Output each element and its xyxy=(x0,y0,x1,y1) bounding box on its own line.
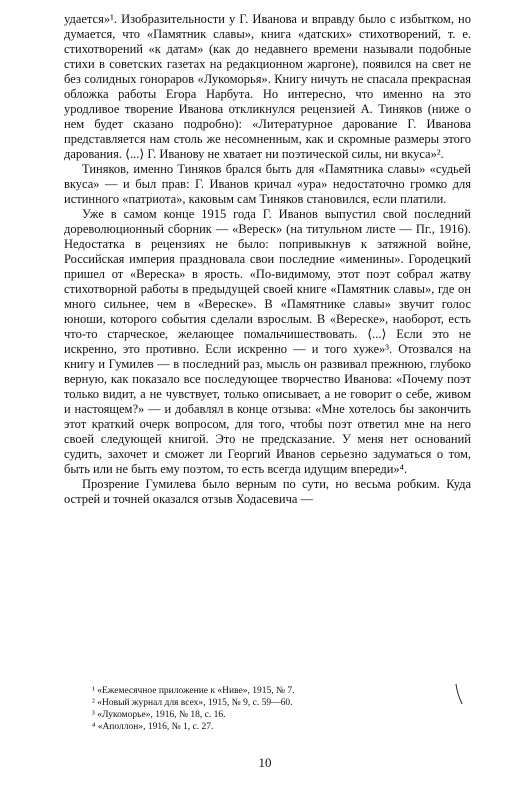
footnote-1 xyxy=(92,685,462,697)
paragraph-1: удается»¹. Изобразительности у Г. Иванова и вправду было с избытком, но думается, что «Памятник славы», книга «датских» стихотворений, т. е. стихотворений «к датам» (как до недавнего времени называли подобные стихи в советских газетах на редакционном жаргоне), появился на свет не без солидных гонораров «Лукоморья». Книгу ничуть не спасала прекрасная обложка работы Егора Нарбута. Но интересно, что именно на это уродливое творение Иванова откликнулся рецензией А. Тиняков (ниже о нем будет сказано подробно): «Литературное дарование Г. Иванова представляется нам столь же несомненным, как и скромные размеры этого дарования. ⟨...⟩ Г. Иванову не хватает ни поэтической силы, ни вкуса»². xyxy=(64,12,471,161)
footnote-text: «Ежемесячное приложение к «Ниве», 1915, № 7. xyxy=(97,686,295,696)
page-number: 10 xyxy=(258,755,272,770)
footnote-number: ⁴ xyxy=(92,722,96,732)
paragraph-4: Прозрение Гумилева было верным по сути, но весьма робким. Куда острей и точней оказался отзыв Ходасевича — xyxy=(64,477,471,506)
main-text xyxy=(64,12,471,507)
paragraph-2: Тиняков, именно Тиняков брался быть для «Памятника славы» «судьей вкуса» — и был прав: Г. Иванов кричал «ура» недостаточно громко для истинного «патриота», каковым сам Тиняков становился, если платили. xyxy=(64,162,471,206)
footnote-2 xyxy=(92,697,462,709)
footnote-text: «Новый журнал для всех», 1915, № 9, с. 59—60. xyxy=(97,698,293,708)
footnote-text: «Лукоморье», 1916, № 18, с. 16. xyxy=(97,710,226,720)
footnotes xyxy=(92,685,462,733)
footnote-3 xyxy=(92,709,462,721)
footnote-number: ³ xyxy=(92,710,95,720)
pen-mark xyxy=(455,683,463,705)
footnote-number: ¹ xyxy=(92,686,95,696)
footnote-text: «Аполлон», 1916, № 1, с. 27. xyxy=(97,722,214,732)
footnote-4 xyxy=(92,721,462,733)
footnote-number: ² xyxy=(92,698,95,708)
paragraph-3: Уже в самом конце 1915 года Г. Иванов выпустил свой последний дореволюционный сборник — «Вереск» (на титульном листе — Пг., 1916). Недостатка в рецензиях не было: попривыкнув к затяжной войне, Российская империя праздновала свои последние «именины». Городецкий пришел от «Вереска» в ярость. «По-видимому, этот поэт собрал жатву стихотворной работы в предыдущей своей книге «Памятник славы», где он много сильнее, чем в «Вереске». В «Памятнике славы» звучит голос юноши, которого события сделали взрослым. В «Вереске», наоборот, есть что-то старческое, желающее помальчишествовать. ⟨...⟩ Если это не искренно, это противно. Если искренно — и того хуже»³. Отозвался на книгу и Гумилев — в последний раз, мысль он развивал прежнюю, глубоко верную, как показало все последующее творчество Иванова: «Почему поэт только видит, а не чувствует, только описывает, а не говорит о себе, живом и настоящем?» — и добавлял в конце отзыва: «Мне хотелось бы закончить этот краткий очерк вопросом, для того, чтобы поэт ответил мне на него своей следующей книгой. Это не предсказание. У меня нет оснований судить, захочет и сможет ли Георгий Иванов серьезно задуматься о том, быть или не быть ему поэтом, то есть всегда идущим впереди»⁴. xyxy=(64,207,471,476)
